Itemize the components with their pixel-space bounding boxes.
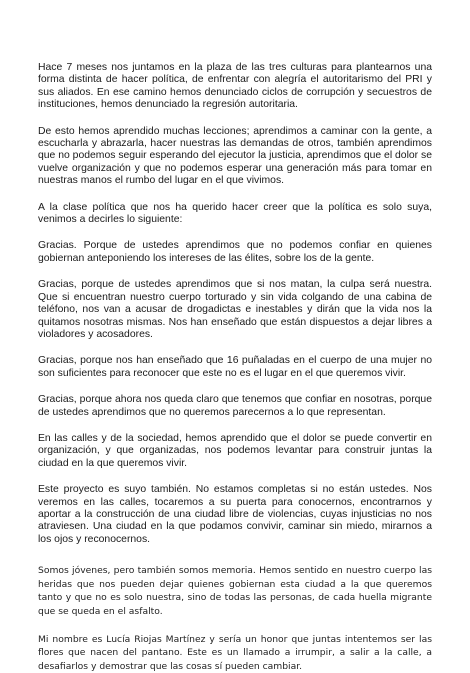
paragraph-signature: Mi nombre es Lucía Riojas Martínez y sería un honor que juntas intentemos ser las flores que nacen del pantano. Este es un llamado a irrumpir, a salir a la calle, a desafiarlos y demostrar que las cosas sí pueden cambiar. (38, 633, 432, 672)
paragraph-gracias-1: Gracias. Porque de ustedes aprendimos que no podemos confiar en quienes gobiernan anteponiendo los intereses de las élites, sobre los de la gente. (38, 240, 432, 264)
paragraph-gracias-3: Gracias, porque nos han enseñado que 16 puñaladas en el cuerpo de una mujer no son suficientes para reconocer que este no es el lugar en el que queremos vivir. (38, 355, 432, 379)
paragraph-memory: Somos jóvenes, pero también somos memoria. Hemos sentido en nuestro cuerpo las heridas que nos pueden dejar quienes gobiernan esta ciudad a la que queremos tanto y que no es solo nuestra, sino de todas las personas, de cada huella migrante que se queda en el asfalto. (38, 565, 432, 617)
paragraph-streets: En las calles y de la sociedad, hemos aprendido que el dolor se puede convertir en organización, y que organizadas, nos podemos levantar para construir juntas la ciudad en la que queremos vivir. (38, 432, 432, 469)
paragraph-intro: Hace 7 meses nos juntamos en la plaza de las tres culturas para plantearnos una forma distinta de hacer política, de enfrentar con alegría el autoritarismo del PRI y sus aliados. En ese camino hemos denunciado ciclos de corrupción y secuestros de instituciones, hemos denunciado la regresión autoritaria. (38, 62, 432, 111)
paragraph-lessons: De esto hemos aprendido muchas lecciones; aprendimos a caminar con la gente, a escucharla y abrazarla, hacer nuestras las demandas de otros, también aprendimos que no podemos seguir esperando del ejecutor la justicia, aprendimos que el dolor se vuelve organización y que no podemos esperar una generación más para tomar en nuestras manos el rumbo del lugar en el que vivimos. (38, 125, 432, 187)
paragraph-gracias-2: Gracias, porque de ustedes aprendimos que si nos matan, la culpa será nuestra. Que si encuentran nuestro cuerpo torturado y sin vida colgando de una cabina de teléfono, nos van a acusar de drogadictas e inestables y dirán que la vida nos la quitamos nosotras mismas. Nos han enseñado que están dispuestos a dejar libres a violadores y acosadores. (38, 279, 432, 340)
paragraph-gracias-4: Gracias, porque ahora nos queda claro que tenemos que confiar en nosotras, porque de ustedes aprendimos que no queremos parecernos a lo que representan. (38, 394, 432, 418)
paragraph-address: A la clase política que nos ha querido hacer creer que la política es solo suya, venimos a decirles lo siguiente: (38, 201, 432, 226)
paragraph-project: Este proyecto es suyo también. No estamos completas si no están ustedes. Nos veremos en las calles, tocaremos a su puerta para conocernos, encontrarnos y aportar a la construcción de una ciudad libre de violencias, cuyas injusticias no nos atraviesen. Una ciudad en la que podamos convivir, caminar sin miedo, mirarnos a los ojos y reconocernos. (38, 484, 432, 545)
